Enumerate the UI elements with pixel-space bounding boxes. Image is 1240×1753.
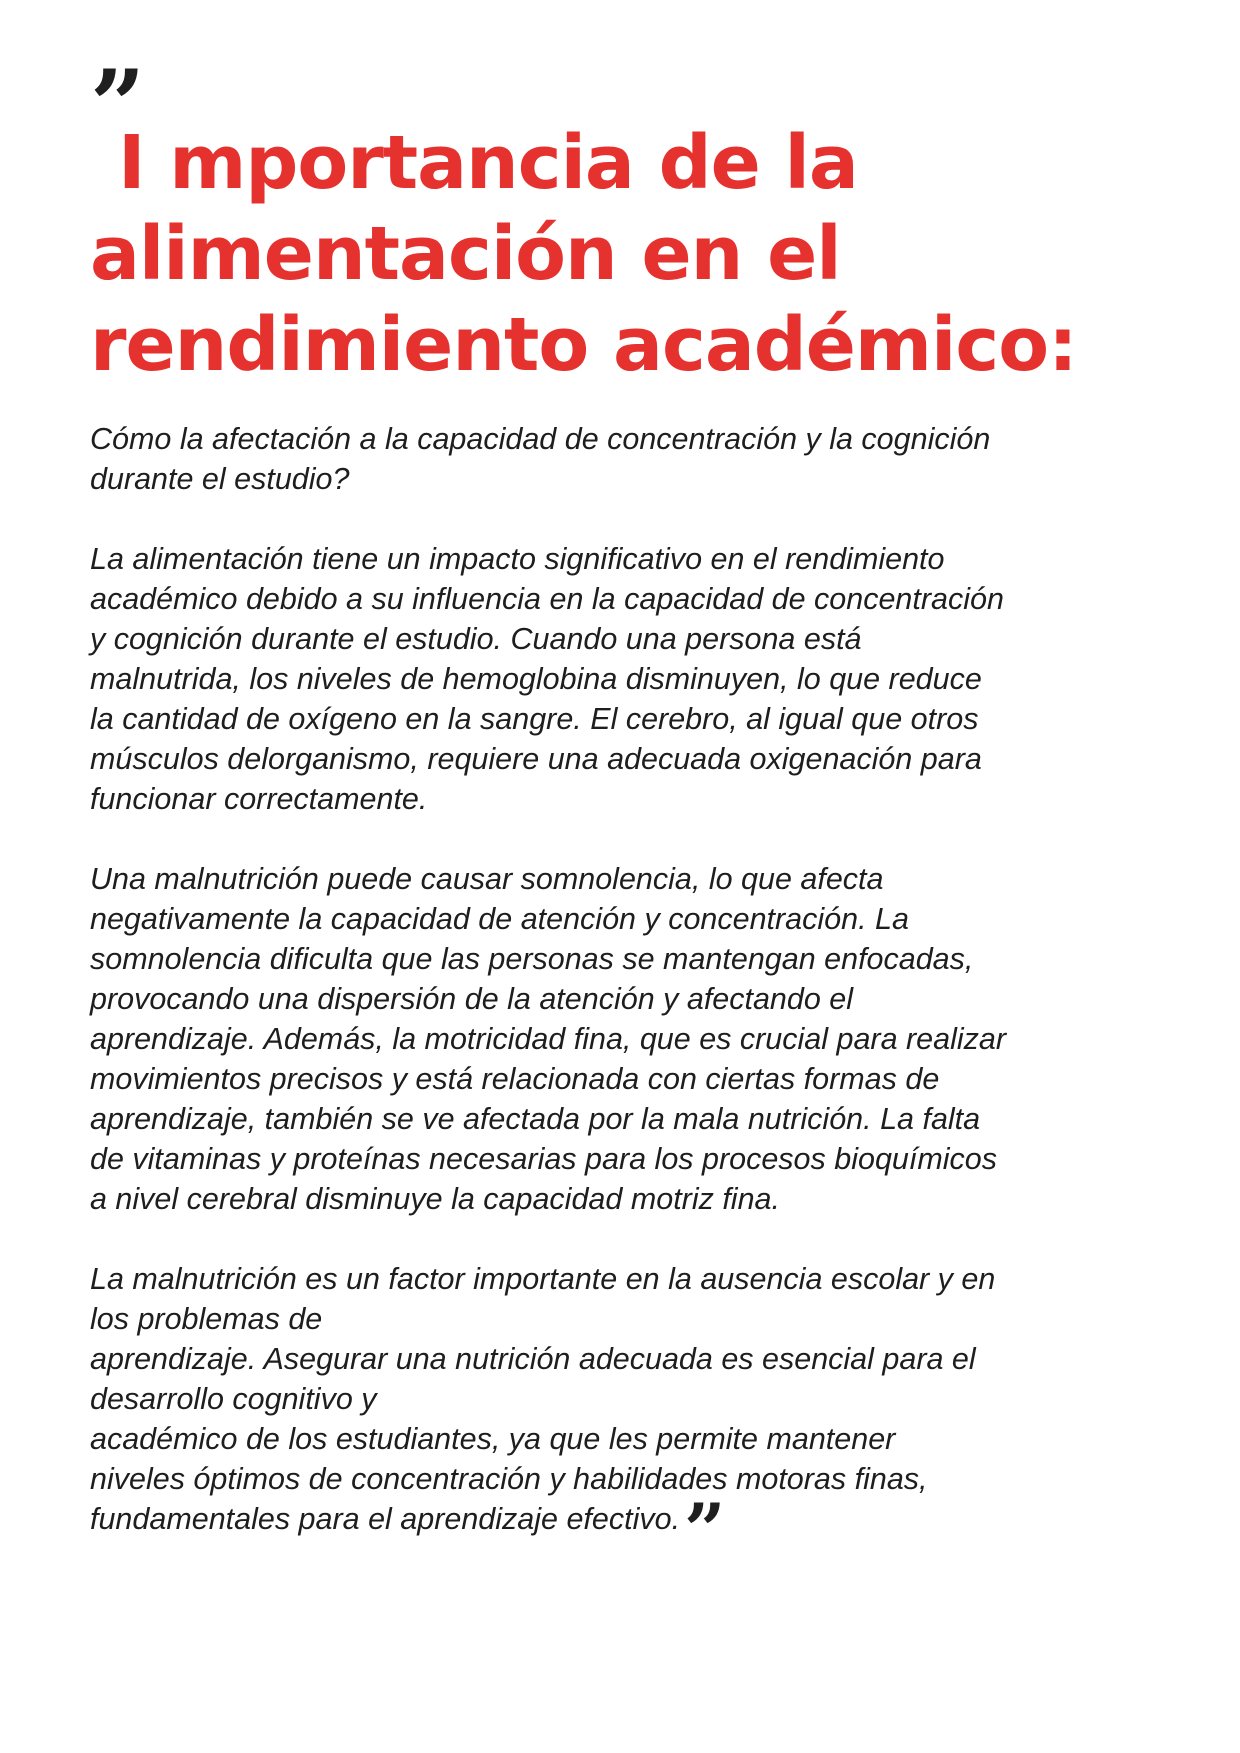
text-line: a nivel cerebral disminuye la capacidad motriz fina. (90, 1182, 780, 1216)
last-line-text: fundamentales para el aprendizaje efectivo. (90, 1502, 681, 1536)
text-line: provocando una dispersión de la atención y afectando el (90, 982, 854, 1016)
intro-question (90, 419, 1150, 499)
text-line: y cognición durante el estudio. Cuando una persona está (90, 622, 862, 656)
text-line: de vitaminas y proteínas necesarias para los procesos bioquímicos (90, 1142, 997, 1176)
text-line: músculos delorganismo, requiere una adecuada oxigenación para (90, 742, 982, 776)
text-line: los problemas de (90, 1302, 323, 1336)
text-line: fundamentales para el aprendizaje efectivo.” (90, 1487, 721, 1572)
paragraph-2 (90, 859, 1150, 1219)
text-line: movimientos precisos y está relacionada con ciertas formas de (90, 1062, 940, 1096)
body-text (90, 419, 1150, 1579)
text-line: Una malnutrición puede causar somnolencia, lo que afecta (90, 862, 884, 896)
title-line-3: rendimiento académico: (90, 302, 1077, 388)
text-line: aprendizaje, también se ve afectada por la mala nutrición. La falta (90, 1102, 981, 1136)
text-line: negativamente la capacidad de atención y concentración. La (90, 902, 909, 936)
text-line: La alimentación tiene un impacto significativo en el rendimiento (90, 542, 945, 576)
text-line: académico debido a su influencia en la capacidad de concentración (90, 582, 1004, 616)
text-line: Cómo la afectación a la capacidad de concentración y la cognición (90, 422, 991, 456)
text-line: somnolencia dificulta que las personas se mantengan enfocadas, (90, 942, 974, 976)
text-line: malnutrida, los niveles de hemoglobina disminuyen, lo que reduce (90, 662, 982, 696)
text-line: funcionar correctamente. (90, 782, 428, 816)
text-line: la cantidad de oxígeno en la sangre. El cerebro, al igual que otros (90, 702, 979, 736)
title-line-1: I mportancia de la (118, 120, 858, 206)
page-title (90, 118, 1170, 391)
title-line-2: alimentación en el (90, 211, 841, 297)
text-line: durante el estudio? (90, 462, 350, 496)
paragraph-1 (90, 539, 1150, 819)
text-line: académico de los estudiantes, ya que les permite mantener (90, 1422, 896, 1456)
text-line: desarrollo cognitivo y (90, 1382, 377, 1416)
paragraph-3 (90, 1259, 1150, 1572)
text-line: aprendizaje. Asegurar una nutrición adecuada es esencial para el (90, 1342, 976, 1376)
text-line: La malnutrición es un factor importante en la ausencia escolar y en (90, 1262, 996, 1296)
opening-quote-mark: ” (90, 49, 140, 162)
text-line: niveles óptimos de concentración y habilidades motoras finas, (90, 1462, 928, 1496)
text-line: aprendizaje. Además, la motricidad fina, que es crucial para realizar (90, 1022, 1007, 1056)
